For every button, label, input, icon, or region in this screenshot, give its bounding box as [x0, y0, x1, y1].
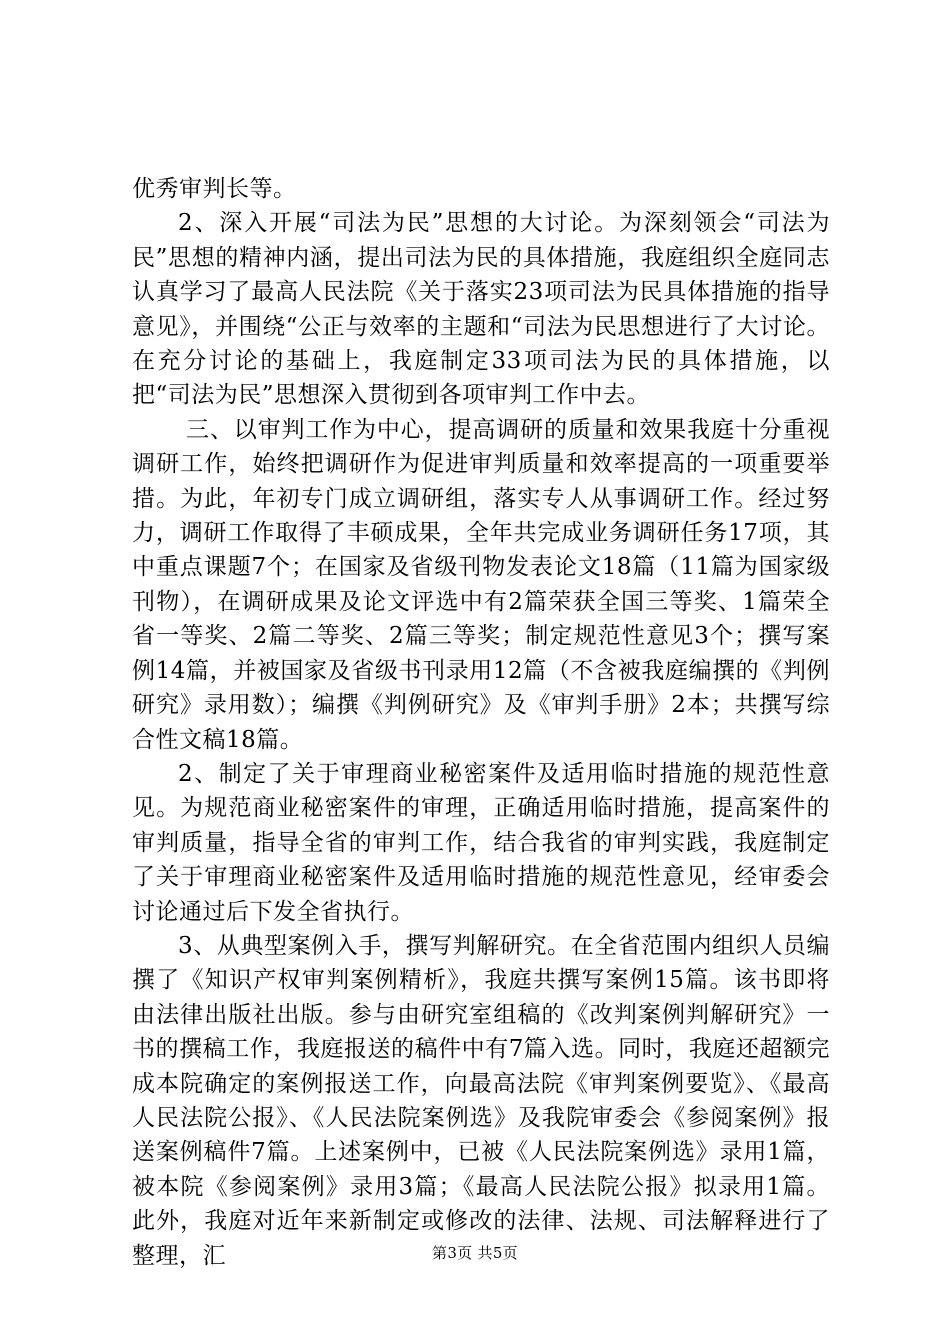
page-number-footer: 第3页 共5页: [432, 1244, 518, 1262]
paragraph-research-section: 三、以审判工作为中心，提高调研的质量和效果我庭十分重视调研工作，始终把调研作为促进审判质量和效率提高的一项重要举措。为此，年初专门成立调研组，落实专人从事调研工作。经过努力，调研工作取得了丰硕成果，全年共完成业务调研任务17项，其中重点课题7个；在国家及省级刊物发表论文18篇（11篇为国家级刊物），在调研成果及论文评选中有2篇荣获全国三等奖、1篇荣全省一等奖、2篇二等奖、2篇三等奖；制定规范性意见3个；撰写案例14篇，并被国家及省级书刊录用12篇（不含被我庭编撰的《判例研究》录用数）；编撰《判例研究》及《审判手册》2本；共撰写综合性文稿18篇。: [132, 416, 830, 753]
paragraph-case-studies: 3、从典型案例入手，撰写判解研究。在全省范围内组织人员编撰了《知识产权审判案例精析》，我庭共撰写案例15篇。该书即将由法律出版社出版。参与由研究室组稿的《改判案例判解研究》一书的撰稿工作，我庭报送的稿件中有7篇入选。同时，我庭还超额完成本院确定的案例报送工作，向最高法院《审判案例要览》、《最高人民法院公报》、《人民法院案例选》及我院审委会《参阅案例》报送案例稿件7篇。上述案例中，已被《人民法院案例选》录用1篇，被本院《参阅案例》录用3篇；《最高人民法院公报》拟录用1篇。此外，我庭对近年来新制定或修改的法律、法规、司法解释进行了整理，汇: [132, 932, 830, 1269]
paragraph-continuation: 优秀审判长等。: [132, 176, 297, 202]
paragraph-trade-secret-opinion: 2、制定了关于审理商业秘密案件及适用临时措施的规范性意见。为规范商业秘密案件的审理，正确适用临时措施，提高案件的审判质量，指导全省的审判工作，结合我省的审判实践，我庭制定了关于审理商业秘密案件及适用临时措施的规范性意见，经审委会讨论通过后下发全省执行。: [132, 760, 830, 925]
paragraph-judicial-for-people: 2、深入开展“司法为民”思想的大讨论。为深刻领会“司法为民”思想的精神内涵，提出司法为民的具体措施，我庭组织全庭同志认真学习了最高人民法院《关于落实23项司法为民具体措施的指导意见》，并围绕“公正与效率的主题和“司法为民思想进行了大讨论。在充分讨论的基础上，我庭制定33项司法为民的具体措施，以把“司法为民”思想深入贯彻到各项审判工作中去。: [132, 210, 830, 409]
document-body: [132, 172, 830, 1273]
